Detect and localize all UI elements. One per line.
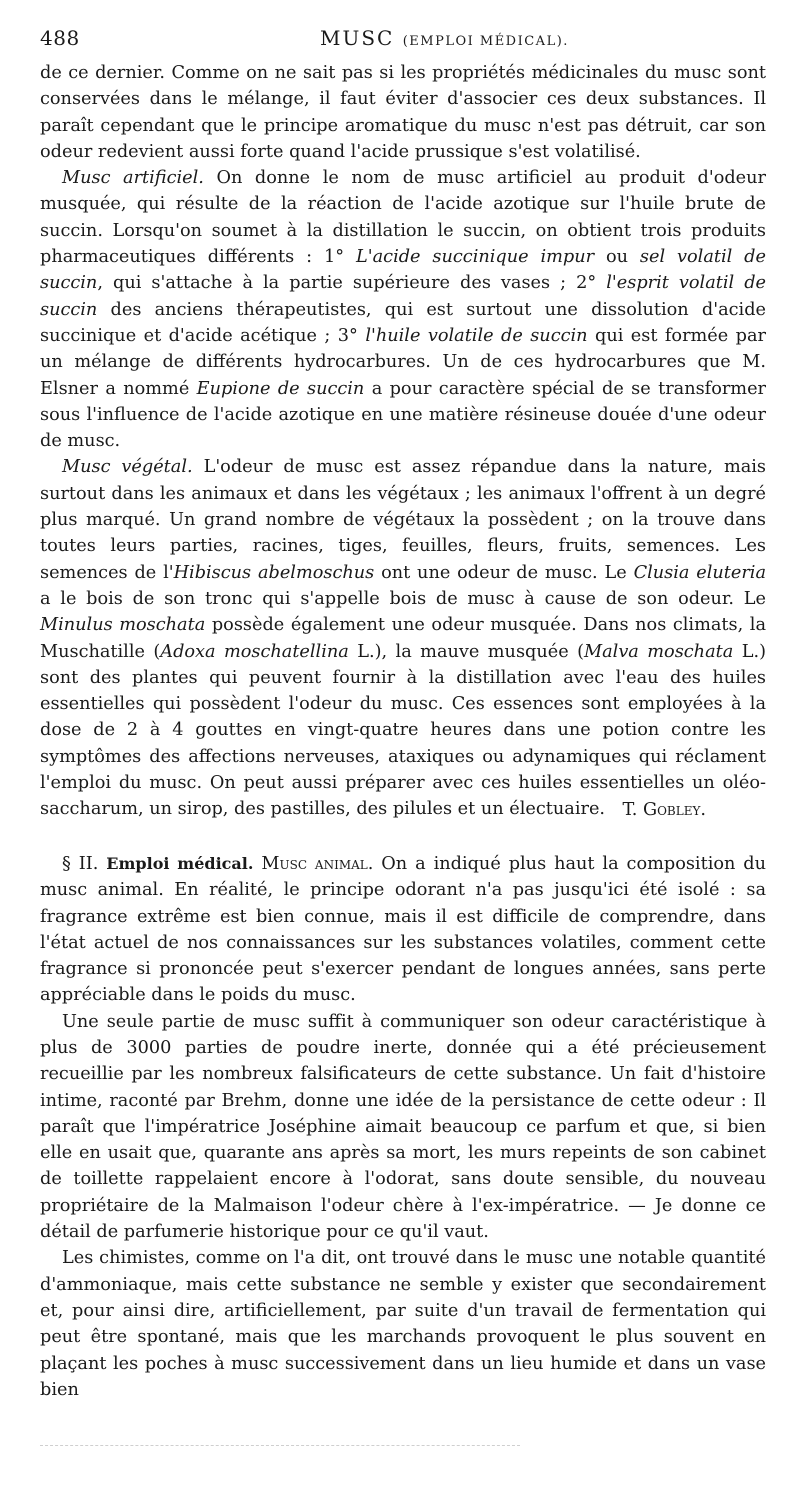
- running-title: [320, 26, 569, 50]
- paragraph-continuation: de ce dernier. Comme on ne sait pas si les propriétés médicinales du musc sont conservées dans le mélange, il faut éviter d'associer ces deux substances. Il paraît cependant que le principe aromatique du musc n'est pas détruit, car son odeur redevient aussi forte quand l'acide prussique s'est volatilisé.: [40, 63, 766, 162]
- paragraph-musc-vegetal: Musc végétal. L'odeur de musc est assez répandue dans la nature, mais surtout dans les animaux et dans les végétaux ; les animaux l'offrent à un degré plus marqué. Un grand nombre de végétaux la possèdent ; on la trouve dans toutes leurs parties, racines, tiges, feuilles, fleurs, fruits, semences. Les semences de l'Hibiscus abelmoschus ont une odeur de musc. Le Clusia eluteria a le bois de son tronc qui s'appelle bois de musc à cause de son odeur. Le Minulus moschata possède également une odeur musquée. Dans nos climats, la Muschatille (Adoxa moschatellina L.), la mauve musquée (Malva moschata L.) sont des plantes qui peuvent fournir à la distillation avec l'eau des huiles essentielles qui possèdent l'odeur du musc. Ces essences sont employées à la dose de 2 à 4 gouttes en vingt-quatre heures dans une potion contre les symptômes des affections nerveuses, ataxiques ou adynamiques qui réclament l'emploi du musc. On peut aussi préparer avec ces huiles essentielles un oléo-saccharum, un sirop, des pastilles, des pilules et un électuaire.: [40, 457, 767, 820]
- paragraph-emploi-medical: § II. Emploi médical. Musc animal. On a indiqué plus haut la composition du musc animal. En réalité, le principe odorant n'a pas jusqu'ici été isolé : sa fragrance extrême est bien connue, mais il est difficile de comprendre, dans l'état actuel de nos connaissances sur les substances volatiles, comment cette fragrance si prononcée peut s'exercer pendant de longues années, sans perte appréciable dans le poids du musc.: [40, 853, 767, 1006]
- running-title-main: MUSC: [320, 26, 395, 50]
- page-number: 488: [40, 26, 80, 50]
- body-text: [40, 60, 766, 1403]
- paragraph-persistance: Une seule partie de musc suffit à communiquer son odeur caractéristique à plus de 3000 parties de poudre inerte, donnée qui a été précieusement recueillie par les nombreux falsificateurs de cette substance. Un fait d'histoire intime, raconté par Brehm, donne une idée de la persistance de cette odeur : Il paraît que l'impératrice Joséphine aimait beaucoup ce parfum et que, si bien elle en usait que, quarante ans après sa mort, les murs repeints de son cabinet de toillette rappelaient encore à l'odorat, sans doute sensible, du nouveau propriétaire de la Malmaison l'odeur chère à l'ex-impératrice. — Je donne ce détail de parfumerie historique pour ce qu'il vaut.: [40, 1011, 766, 1243]
- section-gap: [40, 823, 766, 851]
- author-signature: T. Gobley.: [622, 799, 706, 820]
- paragraph-ammoniaque: Les chimistes, comme on l'a dit, ont trouvé dans le musc une notable quantité d'ammoniaque, mais cette substance ne semble y exister que secondairement et, pour ainsi dire, artificiellement, par suite d'un travail de fermentation qui peut être spontané, mais que les marchands provoquent le plus souvent en plaçant les poches à musc successivement dans un lieu humide et dans un vase bien: [40, 1248, 766, 1400]
- subheading-musc-artificiel: Musc artificiel.: [62, 168, 204, 189]
- subheading-musc-vegetal: Musc végétal.: [62, 457, 193, 478]
- paragraph-musc-artificiel: Musc artificiel. On donne le nom de musc artificiel au produit d'odeur musquée, qui résulte de la réaction de l'acide azotique sur l'huile brute de succin. Lorsqu'on soumet à la distillation le succin, on obtient trois produits pharmaceutiques différents : 1° L'acide succinique impur ou sel volatil de succin, qui s'attache à la partie supérieure des vases ; 2° l'esprit volatil de succin des anciens thérapeutistes, qui est surtout une dissolution d'acide succinique et d'acide acétique ; 3° l'huile volatile de succin qui est formée par un mélange de différents hydrocarbures. Un de ces hydrocarbures que M. Elsner a nommé Eupione de succin a pour caractère spécial de se transformer sous l'influence de l'acide azotique en une matière résineuse douée d'une odeur de musc.: [40, 168, 767, 452]
- section-title: Emploi médical.: [106, 853, 254, 873]
- section-mark: § II.: [62, 853, 99, 874]
- running-title-sub: (EMPLOI MÉDICAL).: [402, 34, 569, 49]
- section-subheading: Musc animal.: [261, 853, 374, 874]
- running-header: [40, 20, 760, 54]
- footer-rule: [40, 1445, 520, 1446]
